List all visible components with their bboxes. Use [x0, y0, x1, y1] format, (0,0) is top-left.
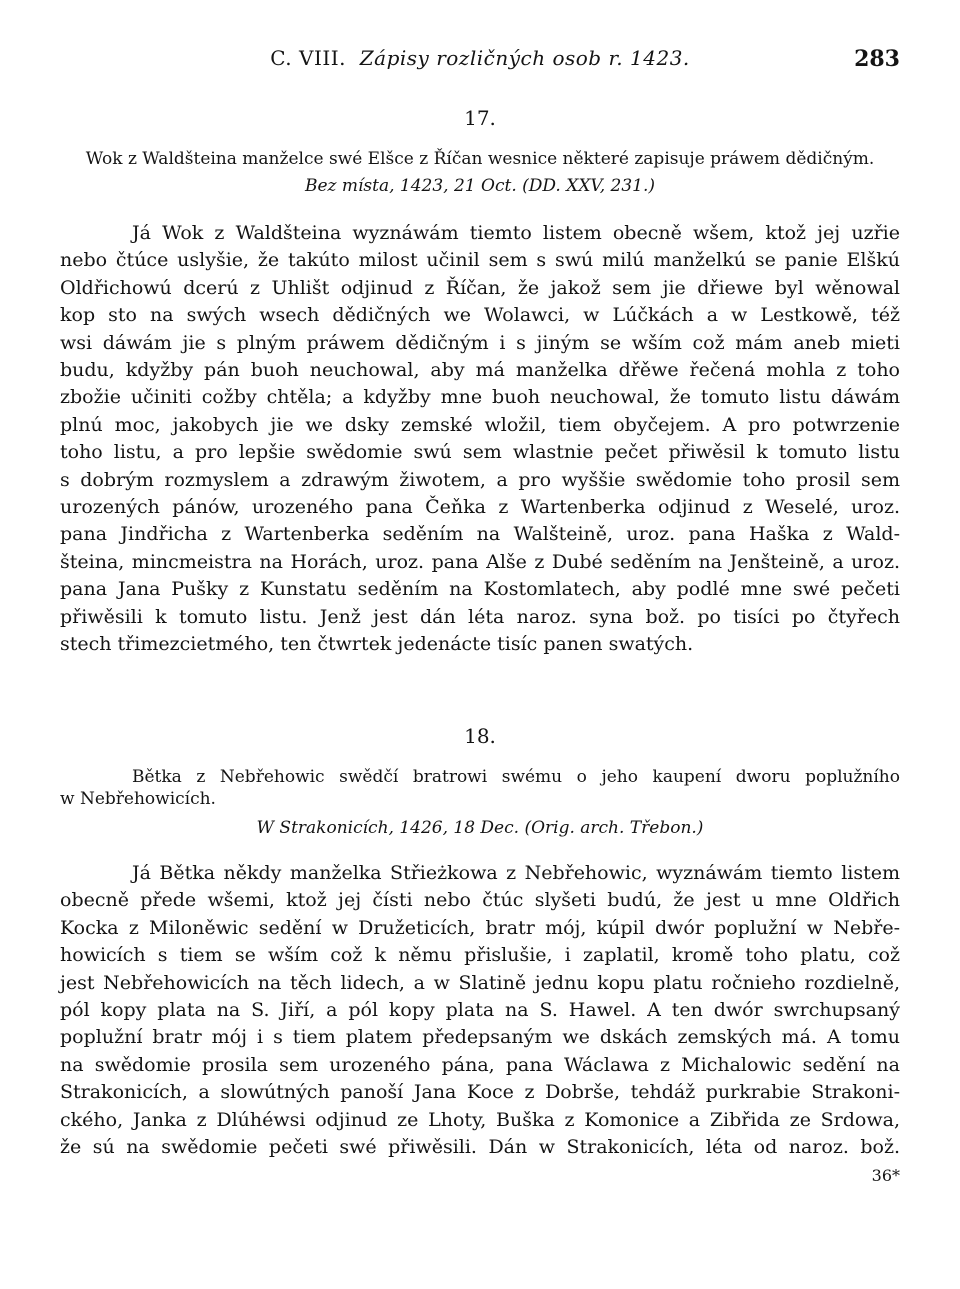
text-line: Já Bětka někdy manželka Střieżkowa z Nebřehowic, wyznáwám tiemto listem [132, 862, 900, 884]
summary-line-2: w Nebřehowicích. [60, 789, 216, 809]
text-line: poplužní bratr mój i s tiem platem předepsaným we dskách zemských má. A tomu [60, 1026, 900, 1049]
text-line: obecně přede wšemi, ktož jej čísti nebo čtúc slyšeti budú, že jest u mne Oldřich [60, 889, 900, 912]
text-line: Strakonicích, a slowútných panoší Jana Koce z Dobrše, tehdáž purkrabie Strakoni- [60, 1081, 900, 1104]
running-head [60, 46, 900, 70]
text-line: howicích s tiem se wším což k němu přislušie, i zaplatil, kromě toho platu, což [60, 944, 900, 967]
text-line: pana Jindřicha z Wartenberka seděním na Walšteině, uroz. pana Haška z Wald- [60, 523, 900, 546]
text-line: stech třimezcietmého, ten čtwrtek jedenácte tisíc panen swatých. [60, 633, 694, 656]
text-line: šteina, mincmeistra na Horách, uroz. pana Alše z Dubé seděním na Jenšteině, a uroz. [60, 550, 900, 573]
text-line: urozených pánów, urozeného pana Čeňka z Wartenberka odjinud z Weselé, uroz. [60, 496, 900, 519]
document-number-17: 17. [464, 106, 496, 130]
document-date-17: Bez místa, 1423, 21 Oct. (DD. XXV, 231.) [304, 176, 656, 196]
document-number-18: 18. [464, 724, 496, 748]
text-line: že sú na swědomie pečeti swé přiwěsili. Dán w Strakonicích, léta od naroz. bož. [60, 1136, 900, 1159]
text-line: zbožie učiniti cožby chtěla; a kdyžby mne buoh neuchowal, že tomuto listu dáwám [60, 386, 900, 409]
page-number: 283 [854, 46, 900, 72]
text-line: toho listu, a pro lepšie swědomie swú sem wlastnie pečet přiwěsil k tomuto listu [60, 441, 900, 464]
summary-text: Wok z Waldšteina manželce swé Elšce z Říčan wesnice některé zapisuje práwem dědičným. [85, 149, 875, 169]
chapter-label: C. VIII. [270, 46, 347, 70]
text-line: budu, kdyžby pán buoh neuchowal, aby má manželka dřěwe řečená mohla z toho [60, 359, 900, 382]
text-line: jest Nebřehowicích na těch lidech, a w Slatině jednu kopu platu ročnieho rozdielně, [60, 971, 900, 994]
document-body-17 [60, 220, 900, 659]
text-line: wsi dáwám jie s plným práwem dědičným i s jiným se wším což mám aneb mieti [60, 331, 900, 354]
text-line: přiwěsili k tomuto listu. Jenž jest dán léta naroz. syna bož. po tisíci po čtyřech [60, 605, 900, 628]
page-header [60, 46, 900, 80]
document-summary-17 [60, 148, 900, 170]
text-line: plnú moc, jakobych jie we dsky zemské wložil, tiem obyčejem. A pro potwrzenie [60, 413, 900, 436]
text-line: nebo čtúce uslyšie, že takúto milost učinil sem s swú milú manželkú se panie Elškú [60, 249, 900, 272]
document-summary-18 [60, 766, 900, 810]
text-line: na swědomie prosila sem urozeného pána, pana Wáclawa z Michalowic sedění na [60, 1053, 900, 1076]
document-date-18: W Strakonicích, 1426, 18 Dec. (Orig. arch. Třebon.) [256, 818, 704, 838]
text-line: pana Jana Pušky z Kunstatu seděním na Kostomlatech, aby podlé mne swé pečeti [60, 578, 900, 601]
text-line: Kocka z Miloněwic sedění w Družeticích, bratr mój, kúpil dwór poplužní w Nebře- [60, 916, 900, 939]
running-title: Zápisy rozličných osob r. 1423. [359, 46, 690, 70]
text-line: pól kopy plata na S. Jiří, a pól kopy plata na S. Hawel. A ten dwór swrchupsaný [60, 999, 900, 1022]
text-line: kop sto na swých wsech dědičných we Wolawci, w Lúčkách a w Lestkowě, též [60, 304, 900, 327]
text-line: Oldřichowú dcerú z Uhlišt odjinud z Říčan, že jakož sem jie dřiewe byl wěnowal [60, 276, 900, 299]
text-line: Já Wok z Waldšteina wyznáwám tiemto listem obecně wšem, ktož jej uzřie [132, 222, 900, 244]
document-body-18 [60, 860, 900, 1161]
text-line: s dobrým rozmyslem a zdrawým žiwotem, a pro wyššie swědomie toho prosil sem [60, 468, 900, 491]
summary-line-1: Bětka z Nebřehowic swědčí bratrowi swému o jeho kaupení dworu poplužního [132, 767, 900, 787]
text-line: ckého, Janka z Dlúhéwsi odjinud ze Lhoty, Buška z Komonice a Zibřida ze Srdowa, [60, 1108, 900, 1131]
signature-mark: 36* [871, 1166, 900, 1185]
